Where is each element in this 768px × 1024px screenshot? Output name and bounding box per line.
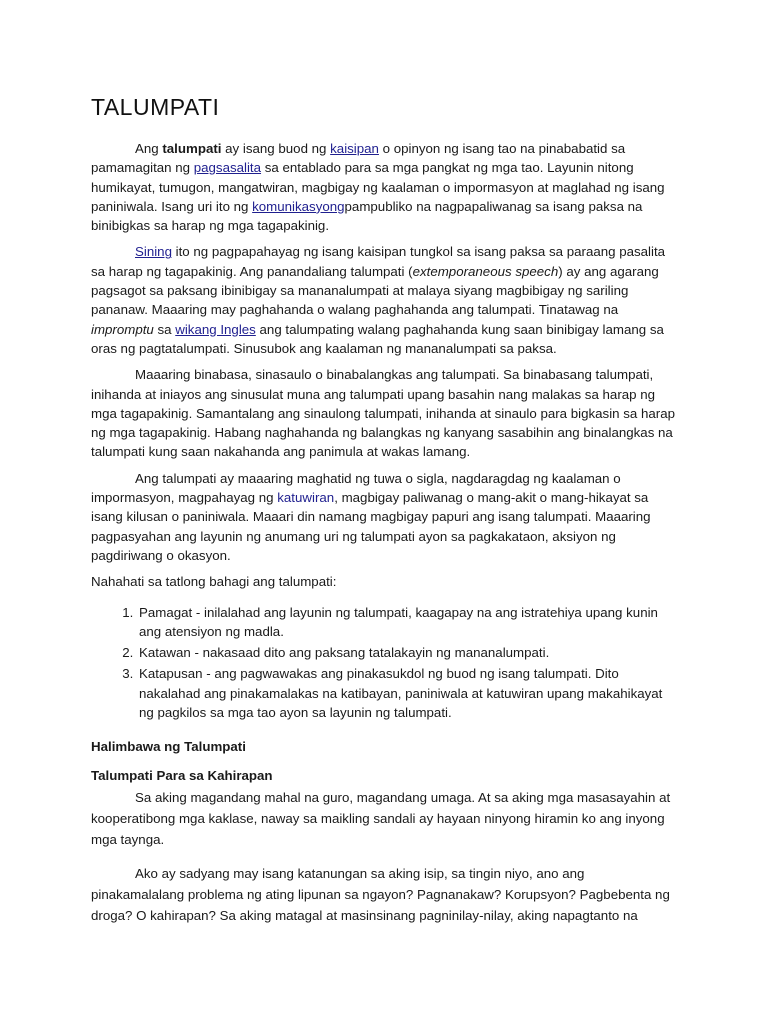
text-run: ito ng pagpapahayag ng isang kaisipan tungkol sa isang paksa sa paraang pasalita sa harap ng tagapakinig. Ang panandaliang talumpati (	[91, 244, 666, 279]
list-item: 3. Katapusan - ang pagwawakas ang pinakasukdol ng buod ng isang talumpati. Dito nakalahad ang pinakamalakas na katibayan, paniniwala at katuwiran upang makahikayat ng pagkilos sa mga tao ayon sa layunin ng talumpati.	[137, 664, 676, 722]
paragraph-purpose	[91, 469, 676, 565]
text-run: Ang	[135, 141, 163, 156]
text-run: sa entablado para sa mga pangkat ng mga tao. Layunin nitong humikayat, tumugon, mangatwiran, magbigay ng kaalaman o impormasyon at maglahad ng isang paniniwala. Isang uri ito ng	[91, 160, 665, 214]
link-pagsasalita[interactable]: pagsasalita	[193, 160, 262, 176]
paragraph-sining	[91, 242, 676, 358]
section-heading-speech-title: Talumpati Para sa Kahirapan	[91, 767, 273, 783]
text-run: o opinyon ng isang tao na pinababatid sa pamamagitan ng	[91, 141, 626, 176]
list-item: 1. Pamagat - inilalahad ang layunin ng talumpati, kaagapay na ang istratehiya upang kunin ang atensiyon ng madla.	[137, 603, 676, 642]
speech-paragraph: Sa aking magandang mahal na guro, magandang umaga. At sa aking mga masasayahin at kooperatibong mga kaklase, naway sa maikling sandali ay hayaan ninyong hiramin ko ang inyong mga taynga.	[91, 789, 671, 847]
link-komunikasyong[interactable]: komunikasyong	[252, 198, 345, 214]
link-sining[interactable]: Sining	[135, 244, 172, 260]
italic-term: impromptu	[91, 321, 154, 337]
link-wikang-ingles[interactable]: wikang Ingles	[175, 321, 256, 337]
italic-term: extemporaneous speech	[412, 263, 559, 279]
section-heading-example: Halimbawa ng Talumpati	[91, 739, 246, 755]
text-run: ) ay ang agarang pagsagot sa paksang ibinibigay sa mananalumpati at malaya siyang magbibigay ng sariling pananaw. Maaaring may paghahanda o walang paghahanda ang talumpati. Tinatawag na	[91, 263, 659, 318]
paragraph-definition	[91, 139, 676, 235]
speech-paragraph: Ako ay sadyang may isang katanungan sa aking isip, sa tingin niyo, ano ang pinakamalalang problema ng ating lipunan sa ngayon? Pagnanakaw? Korupsyon? Pagbebenta ng droga? O kahirapan? Sa aking matagal at masinsinang pagninilay-nilay, aking napagtanto na	[91, 865, 670, 923]
page-title: TALUMPATI	[91, 94, 220, 120]
text-run: ay isang buod ng	[221, 141, 331, 156]
text-run: pampubliko na nagpapaliwanag sa isang paksa na binibigkas sa harap ng mga tagapakinig.	[91, 198, 643, 234]
speech-body	[91, 787, 676, 926]
paragraph-parts-intro: Nahahati sa tatlong bahagi ang talumpati:	[91, 574, 337, 590]
text-run: , magbigay paliwanag o mang-akit o mang-hikayat sa isang kilusan o paniniwala. Maaari din namang magbigay papuri ang isang talumpati. Maaaring pagpasyahan ang layunin ng anumang uri ng talumpati ayon sa pagkakataon, aksiyon ng pagdiriwang o okasyon.	[91, 490, 651, 563]
bold-term: talumpati	[162, 141, 222, 156]
text-run: sa	[153, 321, 176, 337]
list-item: 2. Katawan - nakasaad dito ang paksang tatalakayin ng mananalumpati.	[137, 643, 676, 662]
link-katuwiran[interactable]: katuwiran	[277, 490, 335, 506]
paragraph-types: Maaaring binabasa, sinasaulo o binabalangkas ang talumpati. Sa binabasang talumpati, inihanda at iniayos ang sinusulat muna ang talumpati upang basahin nang malakas sa harap ng mga tagapakinig. Samantalang ang sinaulong talumpati, inihanda at sinaulo para bigkasin sa harap ng mga tagapakinig. Habang naghahanda ng balangkas ng kanyang sasabihin ang binalangkas na talumpati kung saan nakahanda ang panimula at wakas lamang.	[91, 367, 675, 460]
text-run: ang talumpating walang paghahanda kung saan binibigay lamang sa oras ng pagtatalumpati. Sinusubok ang kaalaman ng mananalumpati sa paksa.	[91, 321, 664, 356]
link-kaisipan[interactable]: kaisipan	[330, 141, 379, 156]
parts-list	[91, 603, 676, 723]
text-run: Ang talumpati ay maaaring maghatid ng tuwa o sigla, nagdaragdag ng kaalaman o impormasyon, magpahayag ng	[91, 470, 621, 506]
